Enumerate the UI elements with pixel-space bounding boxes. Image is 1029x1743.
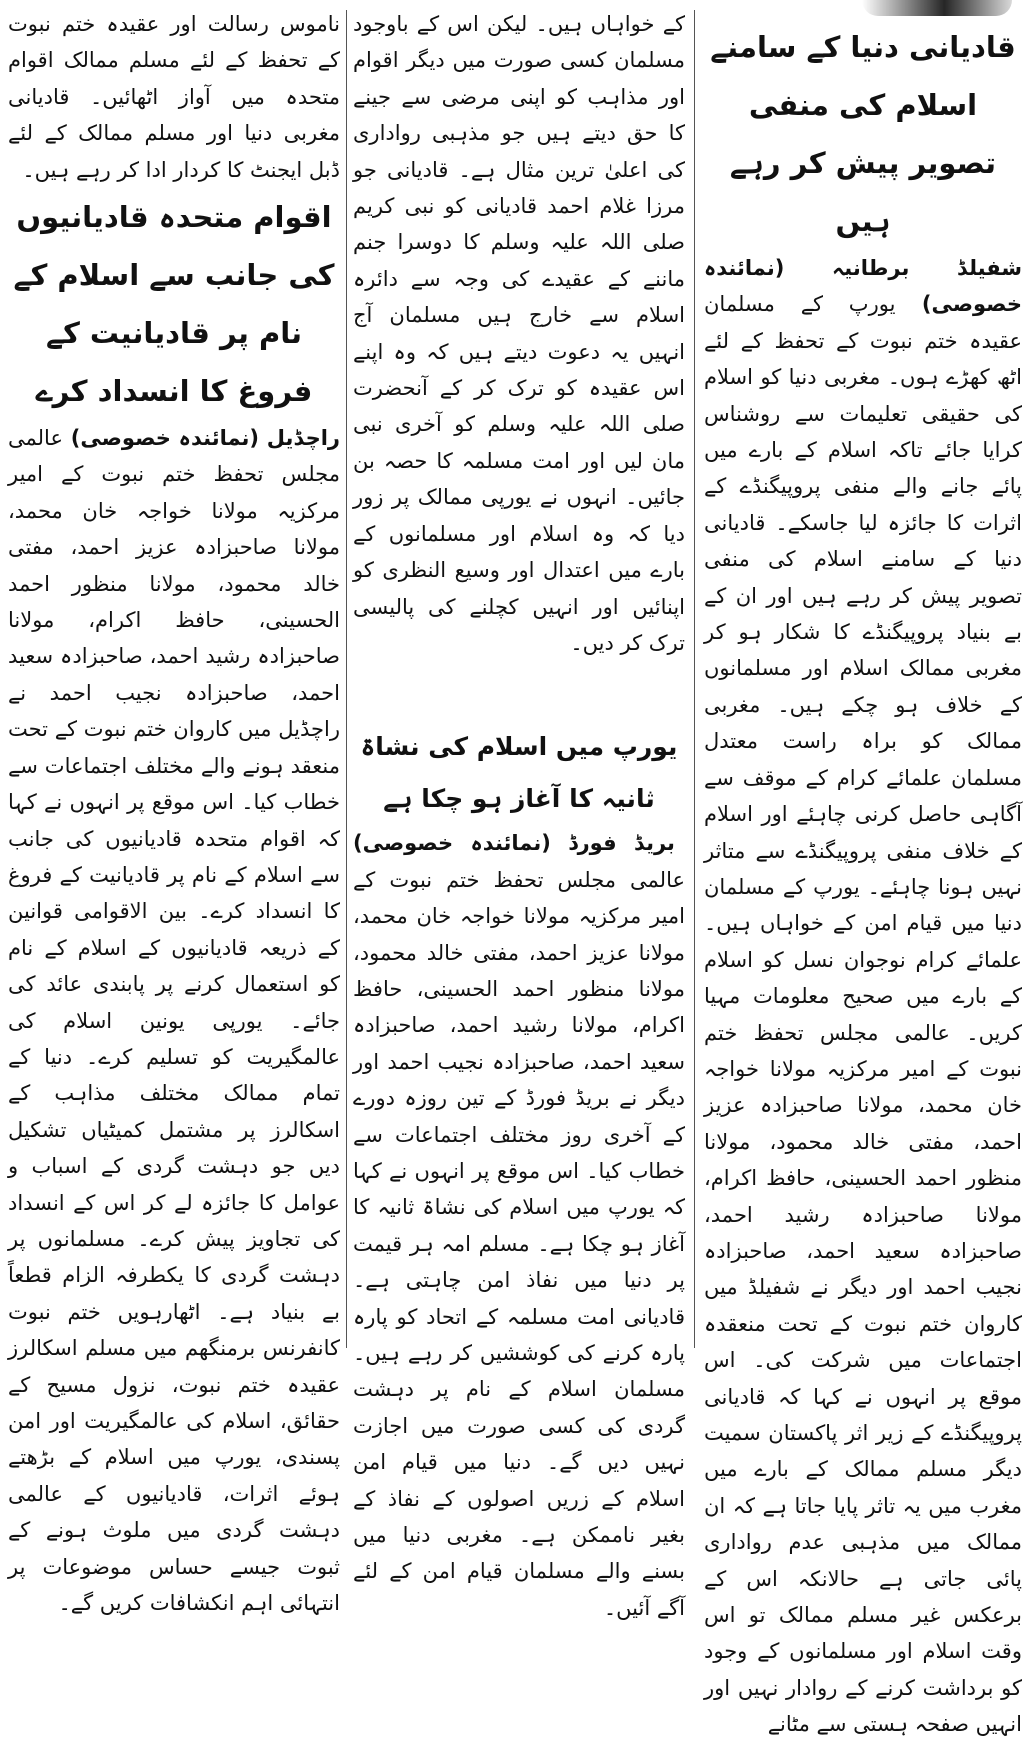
article-continuation: کے خواہاں ہیں۔ لیکن اس کے باوجود مسلمان کسی صورت میں دیگر اقوام اور مذاہب کو اپنی مرضی سے جینے کا حق دیتے ہیں جو مذہبی رواداری کی اعلیٰ ترین مثال ہے۔ قادیانی جو مرزا غلام احمد قادیانی کو نبی کریم صلی اللہ علیہ وسلم کا دوسرا جنم ماننے کے عقیدے کی وجہ سے دائرہ اسلام سے خارج ہیں مسلمان آج انہیں یہ دعوت دیتے ہیں کہ وہ اپنے اس عقیدہ کو ترک کر کے آنحضرت صلی اللہ علیہ وسلم کو آخری نبی مان لیں اور امت مسلمہ کا حصہ بن جائیں۔ انہوں نے یورپی ممالک پر زور دیا کہ وہ اسلام اور مسلمانوں کے بارے میں اعتدال اور وسیع النظری کو اپنائیں اور انہیں کچلنے کی پالیسی ترک کر دیں۔ — [353, 12, 685, 655]
article-continuation: ناموس رسالت اور عقیدہ ختم نبوت کے تحفظ کے لئے مسلم ممالک اقوام متحدہ میں آواز اٹھائیں۔ قادیانی مغربی دنیا اور مسلم ممالک کے لئے ڈبل ایجنٹ کا کردار ادا کر رہے ہیں۔ — [8, 12, 340, 182]
article-headline: یورپ میں اسلام کی نشاۃ ثانیہ کا آغاز ہو چکا ہے — [360, 732, 678, 814]
article-column-left — [8, 6, 340, 1616]
column-divider — [694, 10, 695, 1348]
article-body — [8, 420, 340, 1621]
column-divider — [346, 10, 347, 1348]
article-text: عالمی مجلس تحفظ ختم نبوت کے امیر مرکزیہ مولانا خواجہ خان محمد، مولانا عزیز احمد، مفتی خالد محمود، مولانا منظور احمد الحسینی، حافظ اکرام، مولانا رشید احمد، صاحبزادہ سعید احمد، صاحبزادہ نجیب احمد اور دیگر نے بریڈ فورڈ کے تین روزہ دورے کے آخری روز مختلف اجتماعات سے خطاب کیا۔ اس موقع پر انہوں نے کہا کہ یورپ میں اسلام کی نشاۃ ثانیہ کا آغاز ہو چکا ہے۔ مسلم امہ ہر قیمت پر دنیا میں نفاذ امن چاہتی ہے۔ قادیانی امت مسلمہ کے اتحاد کو پارہ پارہ کرنے کی کوششیں کر رہے ہیں۔ مسلمان اسلام کے نام پر دہشت گردی کی کسی صورت میں اجازت نہیں دیں گے۔ دنیا میں قیام امن اسلام کے زریں اصولوں کے نفاذ کے بغیر ناممکن ہے۔ مغربی دنیا میں بسنے والے مسلمان قیام امن کے لئے آگے آئیں۔ — [353, 867, 685, 1620]
article-headline: قادیانی دنیا کے سامنے اسلام کی منفی تصویر پیش کر رہے ہیں — [710, 30, 1016, 238]
article-text: یورپ کے مسلمان عقیدہ ختم نبوت کے تحفظ کے لئے اٹھ کھڑے ہوں۔ مغربی دنیا کو اسلام کی حقیقی تعلیمات سے روشناس کرایا جائے تاکہ اسلام کے بارے میں پائے جانے والے منفی پروپیگنڈے کے اثرات کا جائزہ لیا جاسکے۔ قادیانی دنیا کے سامنے اسلام کی منفی تصویر پیش کر رہے ہیں اور ان کے بے بنیاد پروپیگنڈے کا شکار ہو کر مغربی ممالک اسلام اور مسلمانوں کے خلاف ہو چکے ہیں۔ مغربی ممالک کو براہ راست معتدل مسلمان علمائے کرام کے موقف سے آگاہی حاصل کرنی چاہئے اور اسلام کے خلاف منفی پروپیگنڈے سے متاثر نہیں ہونا چاہئے۔ یورپ کے مسلمان دنیا میں قیام امن کے خواہاں ہیں۔ علمائے کرام نوجوان نسل کو اسلام کے بارے میں صحیح معلومات مہیا کریں۔ عالمی مجلس تحفظ ختم نبوت کے امیر مرکزیہ مولانا خواجہ خان محمد، مولانا صاحبزادہ عزیز احمد، مفتی خالد محمود، مولانا منظور احمد الحسینی، حافظ اکرام، مولانا صاحبزادہ رشید احمد، صاحبزادہ سعید احمد، صاحبزادہ نجیب احمد اور دیگر نے شفیلڈ میں کاروان ختم نبوت کے تحت منعقدہ اجتماعات میں شرکت کی۔ اس موقع پر انہوں نے کہا کہ قادیانی پروپیگنڈے کے زیر اثر پاکستان سمیت دیگر مسلم ممالک کے بارے میں مغرب میں یہ تاثر پایا جاتا ہے کہ ان ممالک میں مذہبی عدم رواداری پائی جاتی ہے حالانکہ اس کے برعکس غیر مسلم ممالک تو اس وقت اسلام اور مسلمانوں کے وجود کو برداشت کرنے کے روادار نہیں اور انہیں صفحہ ہستی سے مٹانے — [704, 292, 1022, 1737]
article-column-right — [704, 6, 1022, 1737]
article-body — [704, 250, 1022, 1743]
article-body — [353, 825, 685, 1626]
article-headline: اقوام متحدہ قادیانیوں کی جانب سے اسلام کے نام پر قادیانیت کے فروغ کا انسداد کرے — [13, 200, 335, 409]
article-text: عالمی مجلس تحفظ ختم نبوت کے امیر مرکزیہ مولانا خواجہ خان محمد، مولانا صاحبزادہ عزیز احمد، مفتی خالد محمود، مولانا منظور احمد الحسینی، حافظ اکرام، مولانا صاحبزادہ رشید احمد، صاحبزادہ سعید احمد، صاحبزادہ نجیب احمد نے راچڈیل میں کاروان ختم نبوت کے تحت منعقد ہونے والے مختلف اجتماعات سے خطاب کیا۔ اس موقع پر انہوں نے کہا کہ اقوام متحدہ قادیانیوں کی جانب سے اسلام کے نام پر قادیانیت کے فروغ کا انسداد کرے۔ بین الاقوامی قوانین کے ذریعہ قادیانیوں کے اسلام کے نام کو استعمال کرنے پر پابندی عائد کی جائے۔ یورپی یونین اسلام کی عالمگیریت کو تسلیم کرے۔ دنیا کے تمام ممالک مختلف مذاہب کے اسکالرز پر مشتمل کمیٹیاں تشکیل دیں جو دہشت گردی کے اسباب و عوامل کا جائزہ لے کر اس کے انسداد کی تجاویز پیش کرے۔ مسلمانوں پر دہشت گردی کا یکطرفہ الزام قطعاً بے بنیاد ہے۔ اٹھارہویں ختم نبوت کانفرنس برمنگھم میں مسلم اسکالرز عقیدہ ختم نبوت، نزول مسیح کے حقائق، اسلام کی عالمگیریت اور امن پسندی، یورپ میں اسلام کے بڑھتے ہوئے اثرات، قادیانیوں کے عالمی دہشت گردی میں ملوث ہونے کے ثبوت جیسے حساس موضوعات پر انتہائی اہم انکشافات کریں گے۔ — [8, 426, 340, 1616]
article-dateline: شفیلڈ برطانیہ (نمائندہ خصوصی) — [704, 256, 1022, 317]
article-dateline: بریڈ فورڈ (نمائندہ خصوصی) — [353, 831, 675, 856]
article-column-middle — [353, 6, 685, 1620]
article-dateline: راچڈیل (نمائندہ خصوصی) — [62, 426, 340, 451]
